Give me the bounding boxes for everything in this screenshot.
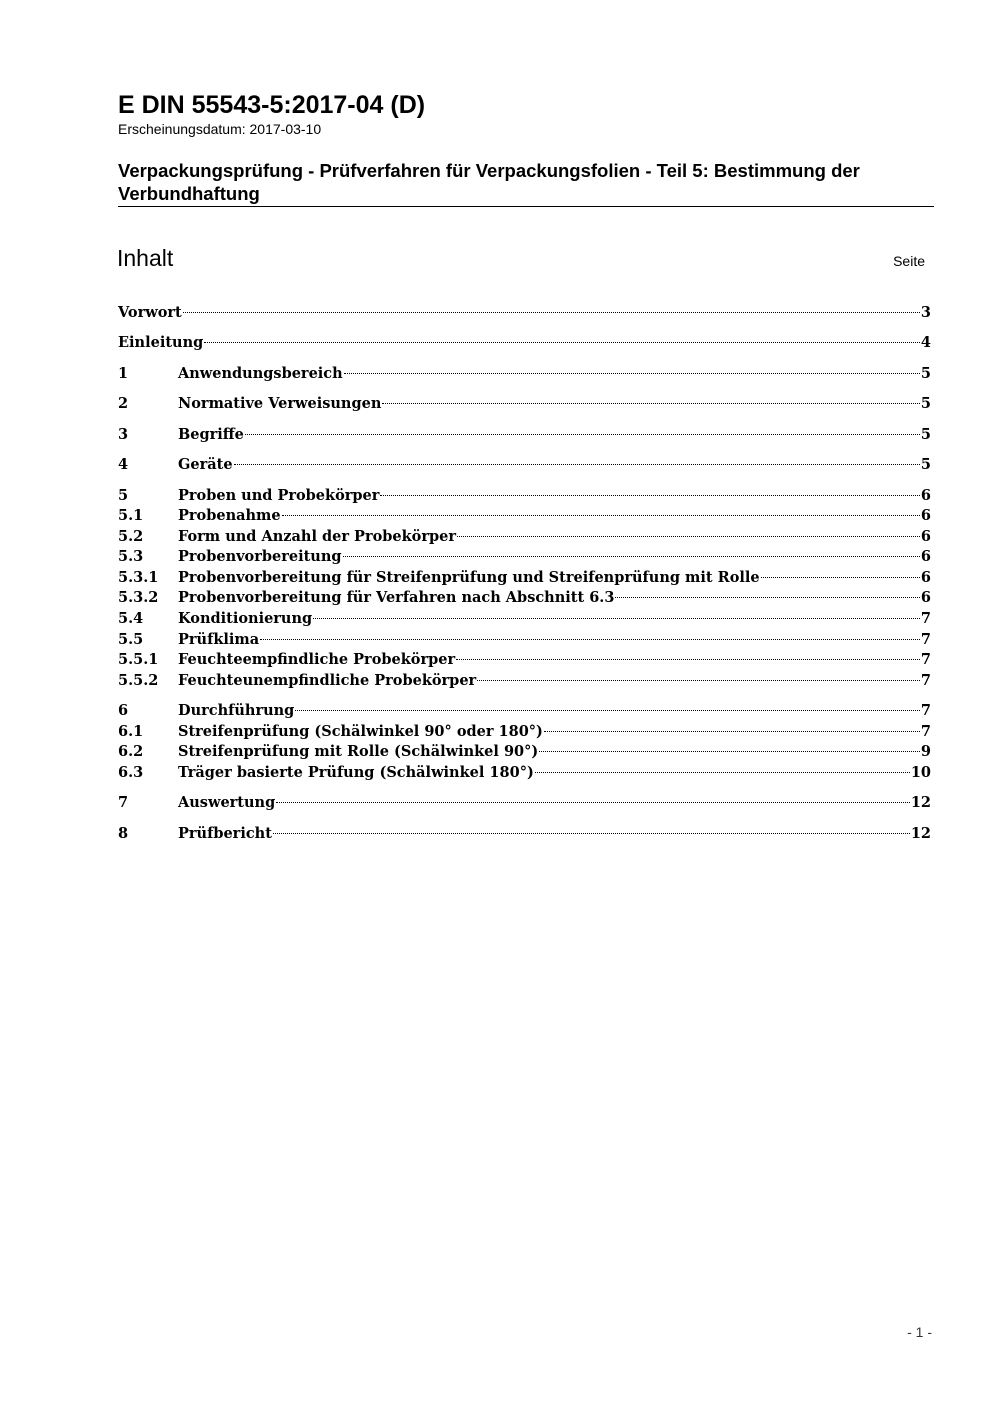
toc-entry-page: 5	[920, 456, 931, 473]
toc-entry-page: 5	[920, 395, 931, 412]
toc-entry[interactable]	[118, 722, 931, 742]
toc-entry-title: Anwendungsbereich	[178, 365, 343, 382]
toc-entry-title: Begriffe	[178, 426, 244, 443]
toc-entry-page: 6	[920, 548, 931, 565]
toc-entry-number: 5.5.2	[118, 672, 159, 689]
toc-dot-leader	[204, 342, 920, 343]
title-divider	[118, 206, 934, 207]
toc-entry[interactable]	[118, 742, 931, 762]
toc-entry-title: Geräte	[178, 456, 233, 473]
toc-entry-title: Prüfbericht	[178, 825, 272, 842]
toc-entry-number: 5.3.2	[118, 589, 159, 606]
toc-entry-title: Konditionierung	[178, 610, 313, 627]
toc-dot-leader	[282, 515, 920, 516]
toc-entry-page: 7	[920, 723, 931, 740]
toc-entry-number: 3	[118, 426, 129, 443]
toc-entry-title: Träger basierte Prüfung (Schälwinkel 180°)	[178, 764, 534, 781]
toc-entry-page: 12	[910, 794, 931, 811]
toc-entry-number: 8	[118, 825, 129, 842]
toc-dot-leader	[457, 536, 920, 537]
toc-dot-leader	[313, 618, 920, 619]
toc-entry-page: 6	[920, 589, 931, 606]
toc-entry[interactable]	[118, 486, 931, 506]
toc-entry-title: Normative Verweisungen	[178, 395, 382, 412]
toc-entry[interactable]	[118, 630, 931, 650]
toc-entry-number: 5.1	[118, 507, 144, 524]
toc-entry-number: 5.4	[118, 610, 144, 627]
toc-entry-page: 4	[920, 334, 931, 351]
toc-entry-title: Auswertung	[178, 794, 276, 811]
toc-entry-page: 7	[920, 610, 931, 627]
document-id: E DIN 55543-5:2017-04 (D)	[118, 91, 426, 119]
toc-entry-title: Probenvorbereitung für Verfahren nach Abschnitt 6.3	[178, 589, 615, 606]
toc-entry[interactable]	[118, 506, 931, 526]
toc-entry-number: 5.3	[118, 548, 144, 565]
toc-entry[interactable]	[118, 364, 931, 384]
toc-entry-title: Durchführung	[178, 702, 295, 719]
toc-entry-page: 10	[910, 764, 931, 781]
toc-entry-number: 5.5.1	[118, 651, 159, 668]
toc-dot-leader	[295, 710, 920, 711]
toc-entry-title: Prüfklima	[178, 631, 260, 648]
toc-entry-page: 7	[920, 702, 931, 719]
toc-dot-leader	[477, 680, 920, 681]
toc-entry-title: Feuchteunempfindliche Probekörper	[178, 672, 477, 689]
toc-entry[interactable]	[118, 394, 931, 414]
toc-entry[interactable]	[118, 763, 931, 783]
toc-dot-leader	[344, 373, 920, 374]
document-title: Verpackungsprüfung - Prüfverfahren für Verpackungsfolien - Teil 5: Bestimmung der Verbundhaftung	[118, 160, 860, 204]
toc-dot-leader	[539, 751, 920, 752]
toc-entry[interactable]	[118, 527, 931, 547]
toc-dot-leader	[544, 731, 920, 732]
toc-dot-leader	[343, 556, 920, 557]
toc-entry[interactable]	[118, 333, 931, 353]
toc-entry[interactable]	[118, 609, 931, 629]
toc-entry-page: 6	[920, 487, 931, 504]
toc-entry-title: Streifenprüfung mit Rolle (Schälwinkel 90°)	[178, 743, 539, 760]
toc-entry[interactable]	[118, 824, 931, 844]
toc-entry[interactable]	[118, 793, 931, 813]
toc-dot-leader	[615, 597, 919, 598]
toc-entry-page: 6	[920, 569, 931, 586]
toc-entry-title: Proben und Probekörper	[178, 487, 380, 504]
toc-entry-number: 5.5	[118, 631, 144, 648]
toc-entry-number: 6	[118, 702, 129, 719]
contents-heading: Inhalt	[117, 245, 174, 271]
toc-entry-page: 6	[920, 528, 931, 545]
toc-entry-number: 4	[118, 456, 129, 473]
toc-dot-leader	[183, 312, 920, 313]
toc-dot-leader	[382, 403, 920, 404]
toc-entry[interactable]	[118, 671, 931, 691]
toc-entry[interactable]	[118, 303, 931, 323]
toc-entry-number: 2	[118, 395, 129, 412]
toc-dot-leader	[456, 659, 920, 660]
toc-entry[interactable]	[118, 701, 931, 721]
toc-entry-page: 7	[920, 651, 931, 668]
toc-dot-leader	[273, 833, 910, 834]
toc-entry-title: Vorwort	[118, 304, 182, 321]
toc-entry-page: 7	[920, 672, 931, 689]
toc-entry[interactable]	[118, 455, 931, 475]
toc-entry[interactable]	[118, 425, 931, 445]
toc-entry[interactable]	[118, 588, 931, 608]
toc-entry-title: Form und Anzahl der Probekörper	[178, 528, 456, 545]
toc-entry-title: Feuchteempfindliche Probekörper	[178, 651, 456, 668]
toc-entry-number: 6.2	[118, 743, 144, 760]
toc-dot-leader	[234, 464, 920, 465]
toc-entry-number: 6.3	[118, 764, 144, 781]
toc-dot-leader	[276, 802, 910, 803]
toc-entry-number: 7	[118, 794, 129, 811]
toc-entry-title: Probenvorbereitung	[178, 548, 342, 565]
toc-dot-leader	[761, 577, 920, 578]
toc-entry[interactable]	[118, 547, 931, 567]
toc-dot-leader	[535, 772, 910, 773]
toc-entry-title: Einleitung	[118, 334, 204, 351]
toc-dot-leader	[260, 639, 920, 640]
publication-date: Erscheinungsdatum: 2017-03-10	[118, 121, 322, 137]
page-column-label: Seite	[893, 253, 925, 269]
toc-entry-page: 3	[920, 304, 931, 321]
toc-dot-leader	[380, 495, 920, 496]
toc-entry-number: 1	[118, 365, 129, 382]
toc-entry[interactable]	[118, 568, 931, 588]
toc-dot-leader	[245, 434, 920, 435]
toc-entry-number: 5.3.1	[118, 569, 159, 586]
toc-entry-page: 12	[910, 825, 931, 842]
footer-page-number: - 1 -	[907, 1324, 932, 1340]
toc-entry-page: 7	[920, 631, 931, 648]
toc-entry-page: 9	[920, 743, 931, 760]
toc-entry-title: Probenvorbereitung für Streifenprüfung und Streifenprüfung mit Rolle	[178, 569, 760, 586]
toc-entry-title: Probenahme	[178, 507, 281, 524]
toc-entry-number: 6.1	[118, 723, 144, 740]
toc-entry-number: 5	[118, 487, 129, 504]
toc-entry-page: 6	[920, 507, 931, 524]
toc-entry[interactable]	[118, 650, 931, 670]
toc-entry-number: 5.2	[118, 528, 144, 545]
toc-entry-title: Streifenprüfung (Schälwinkel 90° oder 180°)	[178, 723, 543, 740]
toc-entry-page: 5	[920, 426, 931, 443]
toc-entry-page: 5	[920, 365, 931, 382]
